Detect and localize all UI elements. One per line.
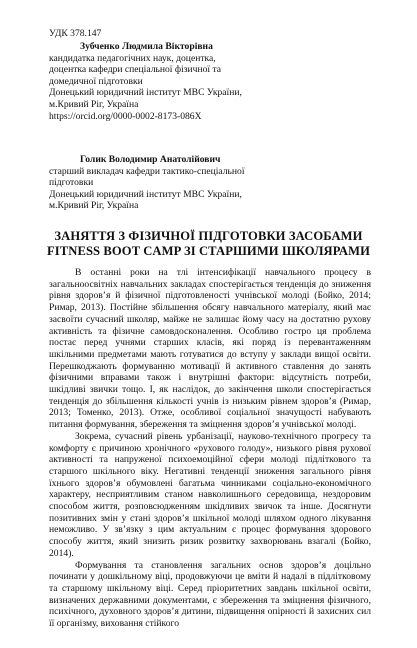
body-paragraph: Формування та становлення загальних основ здоров’я доцільно починати у дошкільному віці, продовжуючи це вміти й надалі в підлітковому та старшому шкільному віці. Серед пріоритетних завдань шкільної освіти, визначених державними документами, є збереження та зміцнення фізичного, психічного, духовного здоров’я дитини, підвищення опірності й захисних сил її організму, виховання стійкого	[49, 559, 371, 630]
author-affiliation-line: м.Кривий Ріг, Україна	[49, 200, 139, 212]
author-affiliation-line: доцентка кафедри спеціальної фізичної та	[49, 64, 222, 76]
author-affiliation-line: підготовки	[49, 177, 94, 189]
author-affiliation-line: домедичної підготовки	[49, 75, 143, 87]
article-title-line: ЗАНЯТТЯ З ФІЗИЧНОЇ ПІДГОТОВКИ ЗАСОБАМИ	[54, 229, 363, 243]
article-title	[30, 229, 387, 259]
author-block-2	[49, 154, 379, 212]
author-block-1	[49, 41, 379, 122]
body-paragraph: В останні роки на тлі інтенсифікації навчального процесу в загальноосвітніх навчальних закладах спостерігається тенденція до зниження рівня здоров’я й фізичної підготовленості учнівської молоді (Бойко, 2014; Римар, 2013). Постійне збільшення обсягу навчального матеріалу, який має засвоїти сучасний школяр, майже не залишає йому часу на достатню рухову активність та фізичне самовдосконалення. Особливо гостро ця проблема постає перед учнями старших класів, які поряд із перевантаженням шкільними предметами мають готуватися до вступу у заклади вищої освіти. Перешкоджають формуванню мотивації й активного ставлення до занять фізичними вправами також і внутрішні фактори: відсутність потреби, шкідливі звички тощо. І, як наслідок, до закінчення школи спостерігається тенденція до збільшення кількості учнів із низьким рівнем здоров’я (Римар, 2013; Томенко, 2013). Отже, особливої соціальної значущості набувають питання формування, збереження та зміцнення здоров’я учнівської молоді.	[49, 267, 371, 431]
article-title-line: FITNESS BOOT CAMP ЗІ СТАРШИМИ ШКОЛЯРАМИ	[46, 244, 371, 258]
author-orcid-link[interactable]: https://orcid.org/0000-0002-8173-086X	[49, 110, 202, 122]
author-affiliation-line: кандидатка педагогічних наук, доцентка,	[49, 52, 216, 64]
body-paragraph: Зокрема, сучасний рівень урбанізації, науково-технічного прогресу та комфорту є причиною хронічного «рухового голоду», низького рівня рухової активності та напруженої психоемоційної сфери молоді підліткового та старшого шкільного віку. Негативні тенденції зниження загального рівня їхнього здоров’я обумовлені багатьма чинниками соціально-економічного характеру, несприятливим станом навколишнього середовища, нездоровим способом життя, розповсюдженням шкідливих звичок та інше. Досягнути позитивних змін у стані здоров’я шкільної молоді шляхом одного лікування неможливо. У зв’язку з цим актуальним є процес формування здорового способу життя, який знизить ризик розвитку захворювань взагалі (Бойко, 2014).	[49, 430, 371, 559]
article-body	[49, 267, 371, 630]
author-name: Зубченко Людмила Вікторівна	[80, 41, 213, 52]
author-affiliation-line: старший викладач кафедри тактико-спеціальної	[49, 165, 245, 177]
author-affiliation-line: Донецький юридичний інститут МВС України,	[49, 87, 242, 99]
author-affiliation-line: Донецький юридичний інститут МВС України,	[49, 188, 242, 200]
udc-code: УДК 378.147	[49, 28, 102, 39]
author-name: Голик Володимир Анатолійович	[80, 154, 221, 165]
author-affiliation-line: м.Кривий Ріг, Україна	[49, 98, 139, 110]
